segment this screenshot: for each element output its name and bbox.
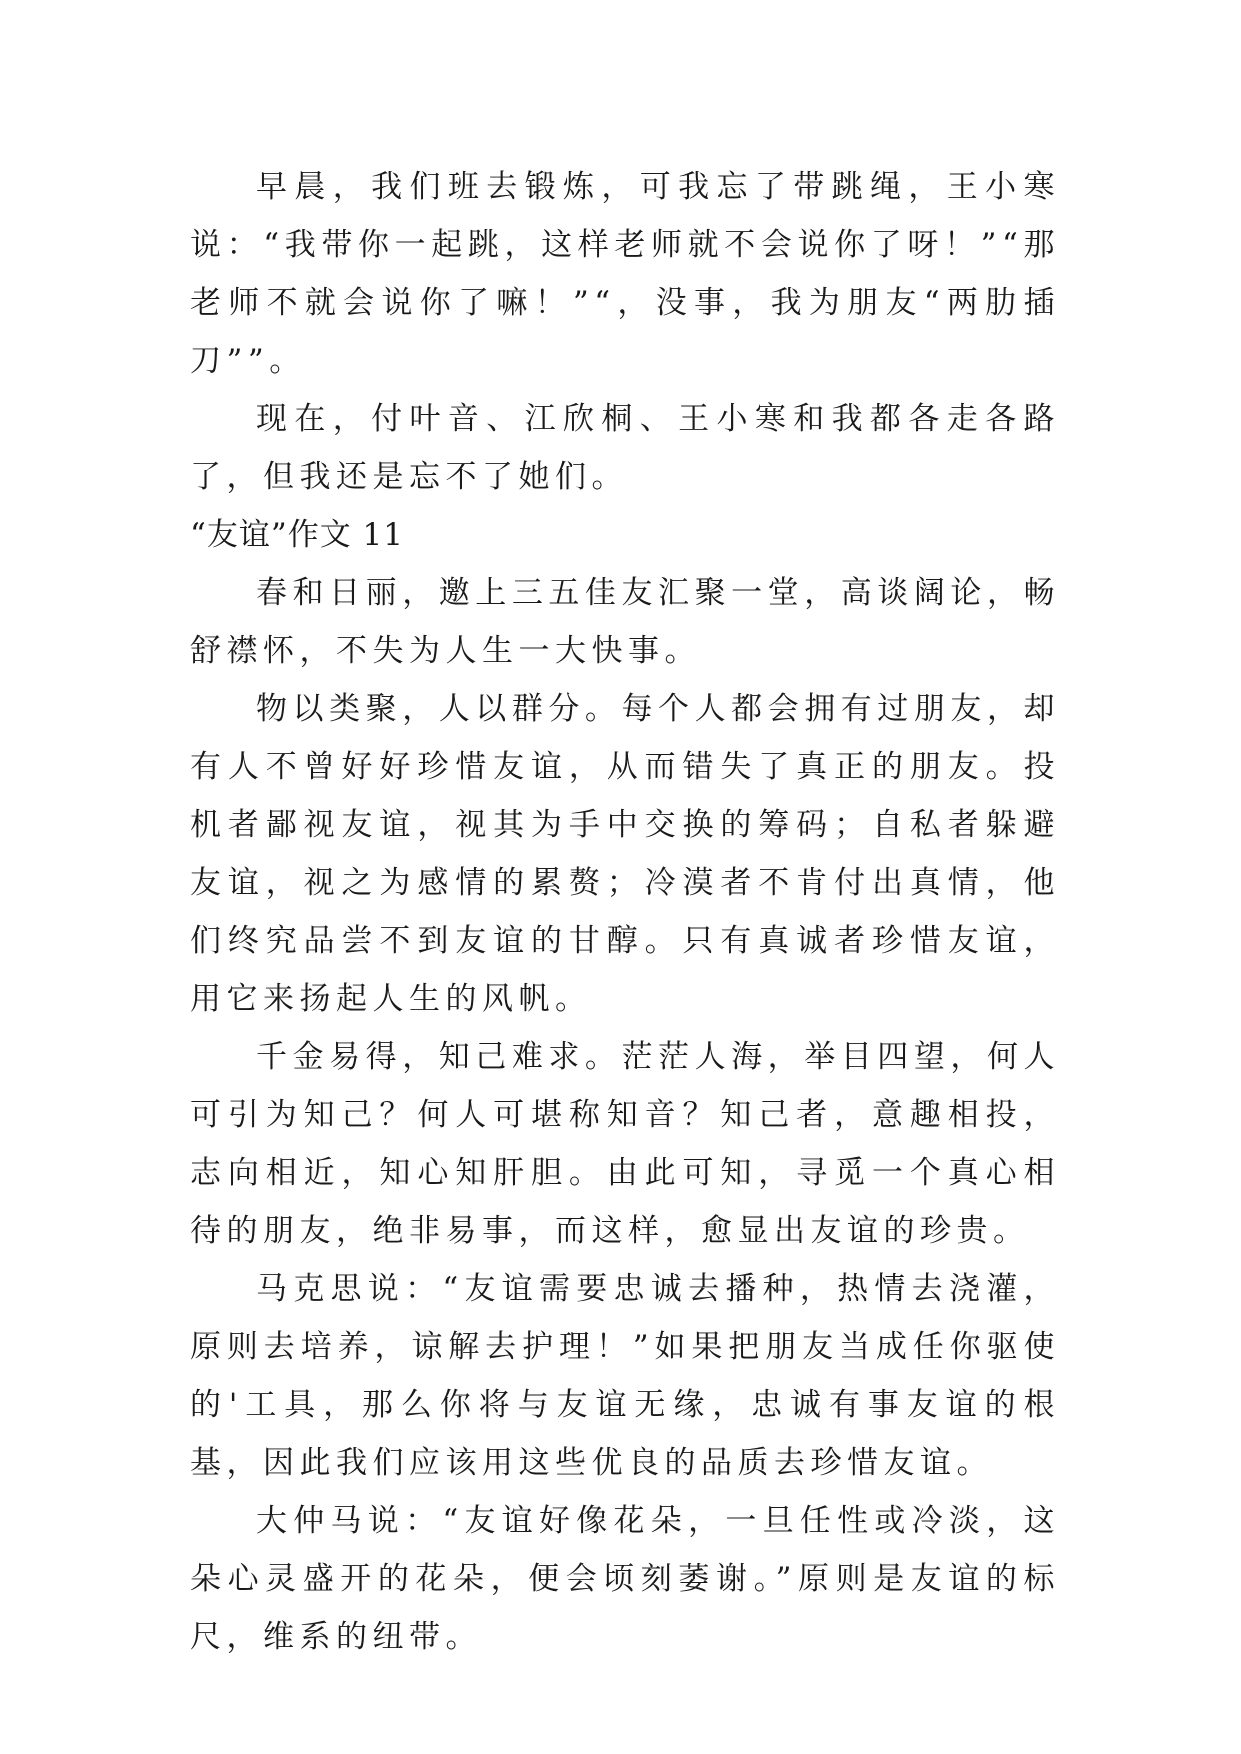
paragraph-2: 现在，付叶音、江欣桐、王小寒和我都各走各路了，但我还是忘不了她们。 [190,401,1060,495]
paragraph-6: 马克思说：“友谊需要忠诚去播种，热情去浇灌，原则去培养，谅解去护理！”如果把朋友当成任你驱使的'工具，那么你将与友谊无缘，忠诚有事友谊的根基，因此我们应该用这些优良的品质去珍惜友谊。 [190,1271,1060,1481]
paragraph-3: 春和日丽，邀上三五佳友汇聚一堂，高谈阔论，畅舒襟怀，不失为人生一大快事。 [190,575,1060,669]
paragraph-1: 早晨，我们班去锻炼，可我忘了带跳绳，王小寒说：“我带你一起跳，这样老师就不会说你了呀！”“那老师不就会说你了嘛！”“，没事，我为朋友“两肋插刀””。 [190,169,1060,379]
paragraph-4: 物以类聚，人以群分。每个人都会拥有过朋友，却有人不曾好好珍惜友谊，从而错失了真正的朋友。投机者鄙视友谊，视其为手中交换的筹码；自私者躲避友谊，视之为感情的累赘；冷漠者不肯付出真情，他们终究品尝不到友谊的甘醇。只有真诚者珍惜友谊，用它来扬起人生的风帆。 [190,691,1060,1017]
paragraph-5: 千金易得，知己难求。茫茫人海，举目四望，何人可引为知己？何人可堪称知音？知己者，意趣相投，志向相近，知心知肝胆。由此可知，寻觅一个真心相待的朋友，绝非易事，而这样，愈显出友谊的珍贵。 [190,1039,1060,1249]
document-page [190,158,1060,1666]
paragraph-7: 大仲马说：“友谊好像花朵，一旦任性或冷淡，这朵心灵盛开的花朵，便会顷刻萎谢。”原则是友谊的标尺，维系的纽带。 [190,1503,1060,1655]
section-heading: “友谊”作文 11 [190,517,404,553]
